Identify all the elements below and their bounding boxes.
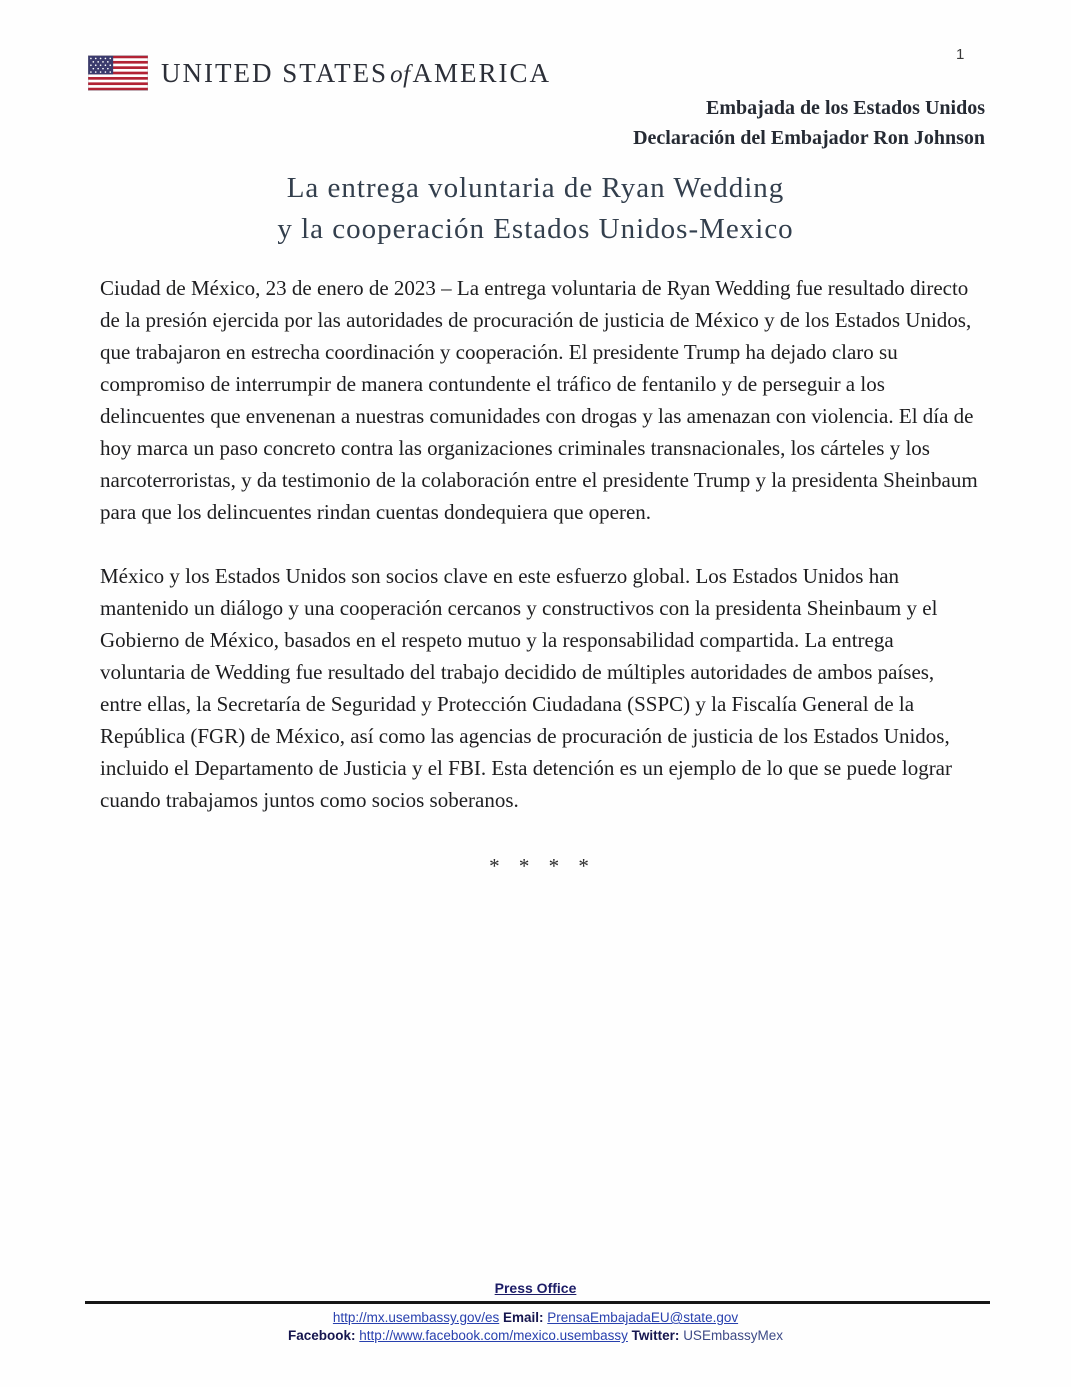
embassy-header [633,93,985,153]
asterisk-separator: * * * * [489,854,589,878]
brand-title [161,58,551,89]
paragraph: México y los Estados Unidos son socios clave en este esfuerzo global. Los Estados Unidos han mantenido un diálogo y una cooperación cercanos y constructivos con la presidenta Sheinbaum y el Gobierno de México, basados en el respeto mutuo y la responsabilidad compartida. La entrega voluntaria de Wedding fue resultado del trabajo decidido de múltiples autoridades de ambos países, entre ellas, la Secretaría de Seguridad y Protección Ciudadana (SSPC) y la Fiscalía General de la República (FGR) de México, así como las agencias de procuración de justicia de los Estados Unidos, incluido el Departamento de Justicia y el FBI. Esta detención es un ejemplo de lo que se puede lograr cuando trabajamos juntos como socios soberanos. [100,564,952,812]
twitter-label: Twitter: [631,1328,680,1343]
brand-america: AMERICA [412,57,552,88]
footer-contact-line-1 [0,1310,1071,1325]
us-flag-icon [88,55,148,91]
facebook-label: Facebook: [288,1328,356,1343]
embassy-site-link[interactable]: http://mx.usembassy.gov/es [332,1310,500,1325]
title-line-1: La entrega voluntaria de Ryan Wedding [286,172,785,204]
title-line-2: y la cooperación Estados Unidos-Mexico [277,213,794,245]
embassy-name-line: Embajada de los Estados Unidos [706,97,985,119]
email-link[interactable]: PrensaEmbajadaEU@state.gov [547,1310,739,1325]
footer-rule [85,1301,990,1304]
statement-byline: Declaración del Embajador Ron Johnson [633,127,985,149]
facebook-link[interactable]: http://www.facebook.com/mexico.usembassy [359,1328,628,1343]
document-title [0,168,1071,250]
brand-of: of [390,60,411,88]
letterhead [88,55,551,91]
twitter-handle: USEmbassyMex [683,1328,783,1343]
footer-contact-line-2 [0,1328,1071,1343]
paragraph: Ciudad de México, 23 de enero de 2023 – La entrega voluntaria de Ryan Wedding fue resultado directo de la presión ejercida por las autoridades de procuración de justicia de México y de los Estados Unidos, que trabajaron en estrecha coordinación y cooperación. El presidente Trump ha dejado claro su compromiso de interrumpir de manera contundente el tráfico de fentanilo y de perseguir a los delincuentes que envenenan a nuestras comunidades con drogas y las amenazan con violencia. El día de hoy marca un paso concreto contra las organizaciones criminales transnacionales, los cárteles y los narcoterroristas, y da testimonio de la colaboración entre el presidente Trump y la presidenta Sheinbaum para que los delincuentes rindan cuentas dondequiera que operen. [100,276,978,524]
brand-united-states: UNITED STATES [161,57,389,88]
email-label: Email: [503,1310,544,1325]
page-number: 1 [956,46,965,63]
press-office-label: Press Office [494,1280,577,1296]
document-body [100,272,978,882]
